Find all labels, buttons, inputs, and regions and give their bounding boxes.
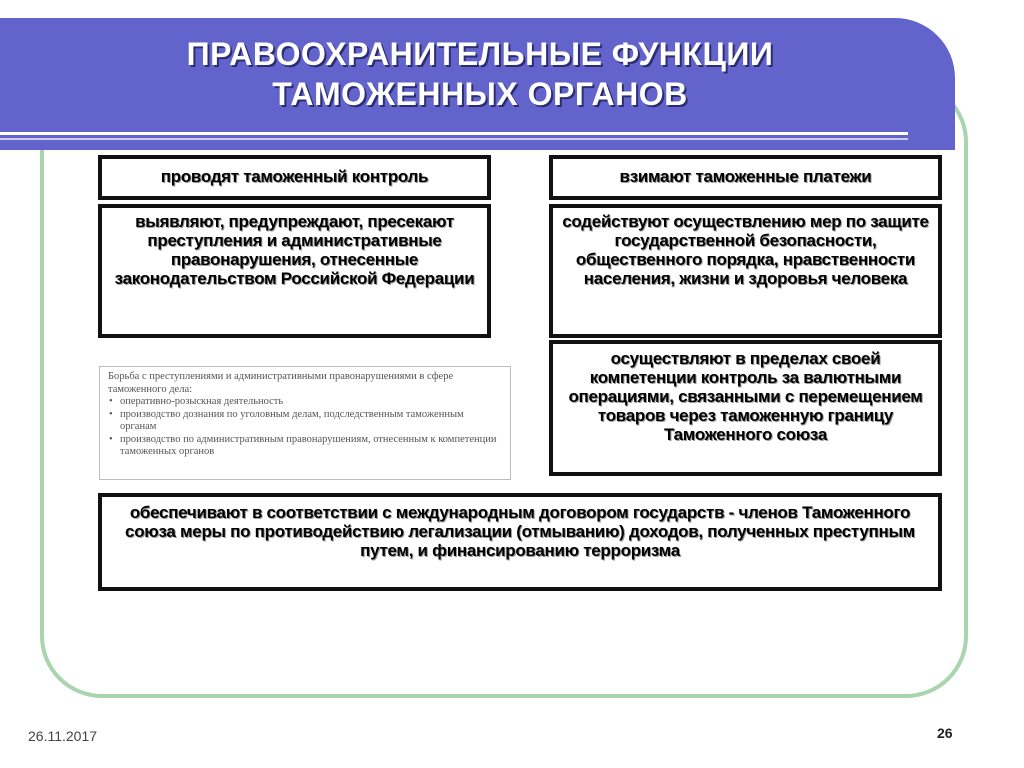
box-detect-prevent: выявляют, предупреждают, пресекают преступления и административные правонарушения, отнесенные законодательством Российской Федерации [98, 204, 491, 338]
slide-date: 26.11.2017 [28, 728, 98, 744]
box-customs-control: проводят таможенный контроль [98, 155, 491, 200]
slide-title: ПРАВООХРАНИТЕЛЬНЫЕ ФУНКЦИИ ТАМОЖЕННЫХ ОРГАНОВ [186, 36, 774, 112]
title-underline-shadow [0, 138, 908, 140]
scanned-note-heading: Борьба с преступлениями и административными правонарушениями в сфере таможенного дела: [108, 371, 454, 395]
scanned-note-panel [99, 366, 511, 480]
box-customs-payments: взимают таможенные платежи [549, 155, 942, 200]
box-anti-money-laundering: обеспечивают в соответствии с международным договором государств - членов Таможенного союза меры по противодействию легализации (отмыванию) доходов, полученных преступным путем, и финансированию терроризма [98, 493, 942, 591]
scanned-note-item: • оперативно-розыскная деятельность [118, 396, 502, 409]
scanned-note-item: • производство дознания по уголовным делам, подследственным таможенным органам [118, 409, 502, 434]
box-currency-control: осуществляют в пределах своей компетенции контроль за валютными операциями, связанными с перемещением товаров через таможенную границу Таможенного союза [549, 340, 942, 476]
scanned-note-list [108, 396, 502, 459]
slide-number: 26 [937, 725, 953, 741]
box-security: содействуют осуществлению мер по защите государственной безопасности, общественного порядка, нравственности населения, жизни и здоровья человека [549, 204, 942, 338]
title-underline [0, 132, 908, 135]
scanned-note-item: • производство по административным правонарушениям, отнесенным к компетенции таможенных органов [118, 434, 502, 459]
